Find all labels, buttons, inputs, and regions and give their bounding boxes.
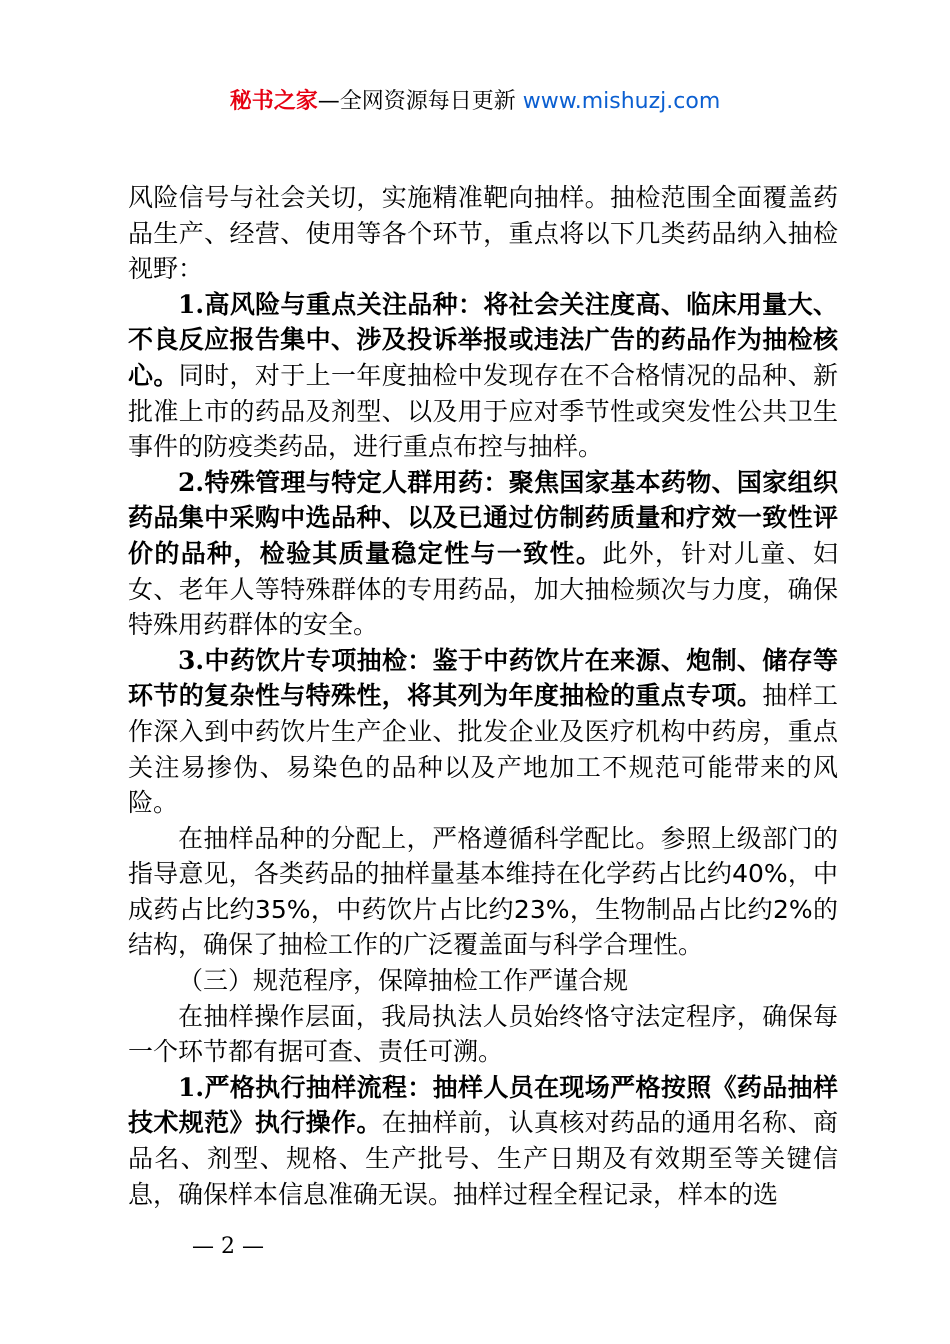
bold-lead: 中药饮片专项抽检：鉴于中药饮片在来源、炮制、储存等环节的复杂性与特殊性，将其列为年度抽检的重点专项。: [128, 645, 838, 711]
paragraph: [128, 1070, 838, 1212]
paragraph: [128, 287, 838, 465]
item-number: 2.: [178, 467, 205, 497]
paragraph-text: 风险信号与社会关切，实施精准靶向抽样。抽检范围全面覆盖药品生产、经营、使用等各个环节，重点将以下几类药品纳入抽检视野：: [128, 183, 838, 284]
bold-lead: 高风险与重点关注品种：将社会关注度高、临床用量大、不良反应报告集中、涉及投诉举报或违法广告的药品作为抽检核心。: [128, 289, 838, 390]
site-url-link[interactable]: www.mishuzj.com: [522, 89, 721, 114]
paragraph-text: 在抽样前，认真核对药品的通用名称、商品名、剂型、规格、生产批号、生产日期及有效期至等关键信息，确保样本信息准确无误。抽样过程全程记录，样本的选: [128, 1108, 838, 1209]
bold-lead: 严格执行抽样流程：抽样人员在现场严格按照《药品抽样技术规范》执行操作。: [128, 1072, 838, 1138]
paragraph: [128, 180, 838, 287]
paragraph-text: 在抽样品种的分配上，严格遵循科学配比。参照上级部门的指导意见，各类药品的抽样量基本维持在化学药占比约40%，中成药占比约35%，中药饮片占比约23%，生物制品占比约2%的结构，确保了抽检工作的广泛覆盖面与科学合理性。: [128, 823, 838, 960]
header-tagline: —全网资源每日更新: [317, 89, 523, 114]
heading-text: （三）规范程序，保障抽检工作严谨合规: [178, 966, 629, 996]
paragraph-text: 抽样工作深入到中药饮片生产企业、批发企业及医疗机构中药房，重点关注易掺伪、易染色的品种以及产地加工不规范可能带来的风险。: [128, 681, 838, 818]
document-body: [128, 180, 838, 1212]
item-number: 1.: [178, 1072, 205, 1102]
item-number: 1.: [178, 289, 205, 319]
item-number: 3.: [178, 645, 205, 675]
section-heading: [128, 963, 838, 999]
site-header: [0, 84, 950, 115]
paragraph-text: 在抽样操作层面，我局执法人员始终恪守法定程序，确保每一个环节都有据可查、责任可溯。: [128, 1001, 838, 1067]
page-number: — 2 —: [192, 1234, 264, 1259]
brand-name: 秘书之家: [229, 89, 318, 114]
paragraph-text: 此外，针对儿童、妇女、老年人等特殊群体的专用药品，加大抽检频次与力度，确保特殊用药群体的安全。: [128, 538, 838, 640]
paragraph: [128, 465, 838, 643]
paragraph: [128, 643, 838, 821]
paragraph-text: 同时，对于上一年度抽检中发现存在不合格情况的品种、新批准上市的药品及剂型、以及用于应对季节性或突发性公共卫生事件的防疫类药品，进行重点布控与抽样。: [128, 360, 838, 462]
bold-lead: 特殊管理与特定人群用药：聚焦国家基本药物、国家组织药品集中采购中选品种、以及已通过仿制药质量和疗效一致性评价的品种，检验其质量稳定性与一致性。: [128, 467, 838, 568]
paragraph: [128, 821, 838, 963]
paragraph: [128, 999, 838, 1070]
